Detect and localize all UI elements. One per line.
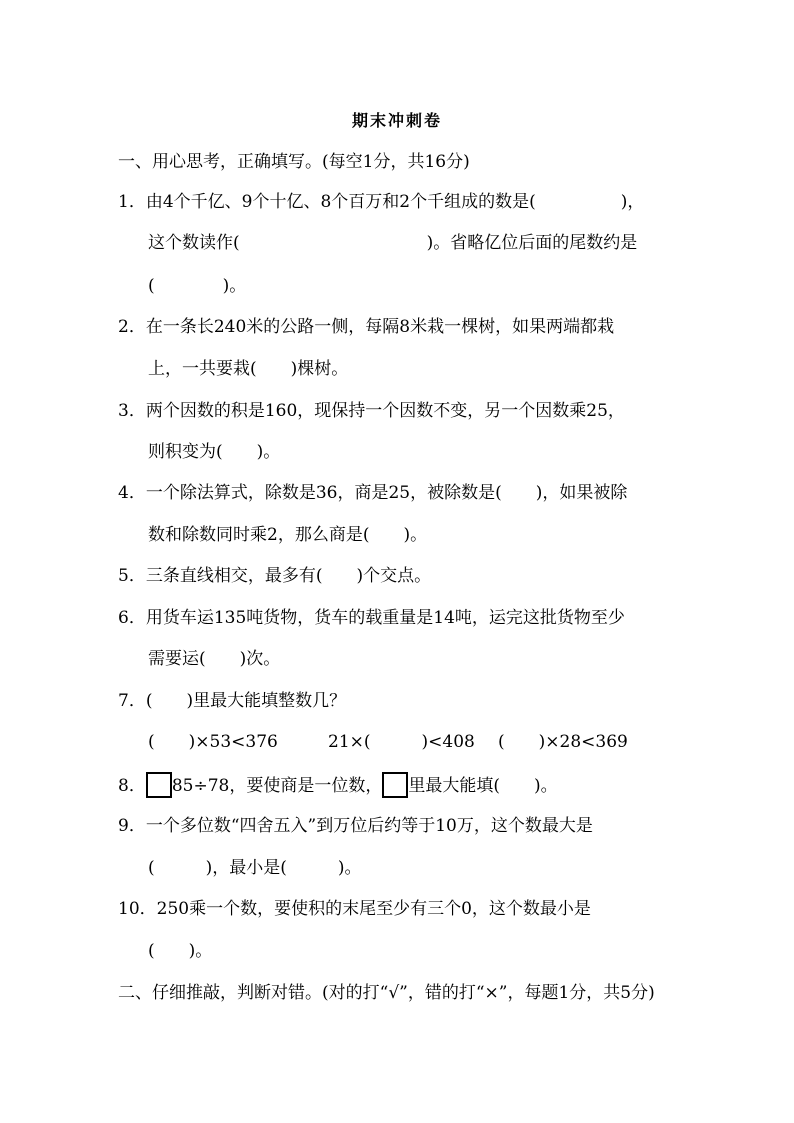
question-8 [118, 772, 558, 798]
question-2-line-1: 2．在一条长240米的公路一侧，每隔8米栽一棵树，如果两端都栽 [118, 317, 615, 337]
question-2-line-2: 上，一共要栽( )棵树。 [148, 359, 349, 379]
question-1-line-1: 1．由4个千亿、9个十亿、8个百万和2个千组成的数是( )， [118, 192, 645, 212]
question-7-expression-1: ( )×53<376 [148, 732, 278, 752]
blank-box [146, 772, 172, 798]
question-9-line-1: 9．一个多位数“四舍五入”到万位后约等于10万，这个数最大是 [118, 816, 593, 836]
question-8-text-1: 85÷78，要使商是一位数， [171, 776, 383, 796]
question-8-number: 8． [118, 776, 146, 796]
question-3-line-2: 则积变为( )。 [148, 442, 281, 462]
question-4-line-1: 4．一个除法算式，除数是36，商是25，被除数是( )，如果被除 [118, 483, 628, 503]
question-7-expression-3: ( )×28<369 [498, 732, 628, 752]
question-10-line-2: ( )。 [148, 941, 213, 961]
section-1-heading: 一、用心思考，正确填写。(每空1分，共16分) [118, 152, 470, 172]
question-7-expression-2: 21×( )<408 [328, 732, 475, 752]
question-10-line-1: 10．250乘一个数，要使积的末尾至少有三个0，这个数最小是 [118, 899, 591, 919]
page-title: 期末冲刺卷 [351, 111, 442, 130]
question-5: 5．三条直线相交，最多有( )个交点。 [118, 566, 432, 586]
question-6-line-1: 6．用货车运135吨货物，货车的载重量是14吨，运完这批货物至少 [118, 608, 625, 628]
question-4-line-2: 数和除数同时乘2，那么商是( )。 [148, 525, 428, 545]
section-2-heading: 二、仔细推敲，判断对错。(对的打“√”，错的打“×”，每题1分，共5分) [118, 983, 655, 1003]
question-1-line-3: ( )。 [148, 276, 247, 296]
question-3-line-1: 3．两个因数的积是160，现保持一个因数不变，另一个因数乘25， [118, 401, 625, 421]
question-9-line-2: ( )，最小是( )。 [148, 858, 362, 878]
question-7-line-1: 7．( )里最大能填整数几？ [118, 691, 347, 711]
blank-box [382, 772, 408, 798]
question-6-line-2: 需要运( )次。 [148, 649, 281, 669]
question-8-text-2: 里最大能填( )。 [408, 776, 558, 796]
question-1-line-2: 这个数读作( )。省略亿位后面的尾数约是 [148, 233, 638, 253]
